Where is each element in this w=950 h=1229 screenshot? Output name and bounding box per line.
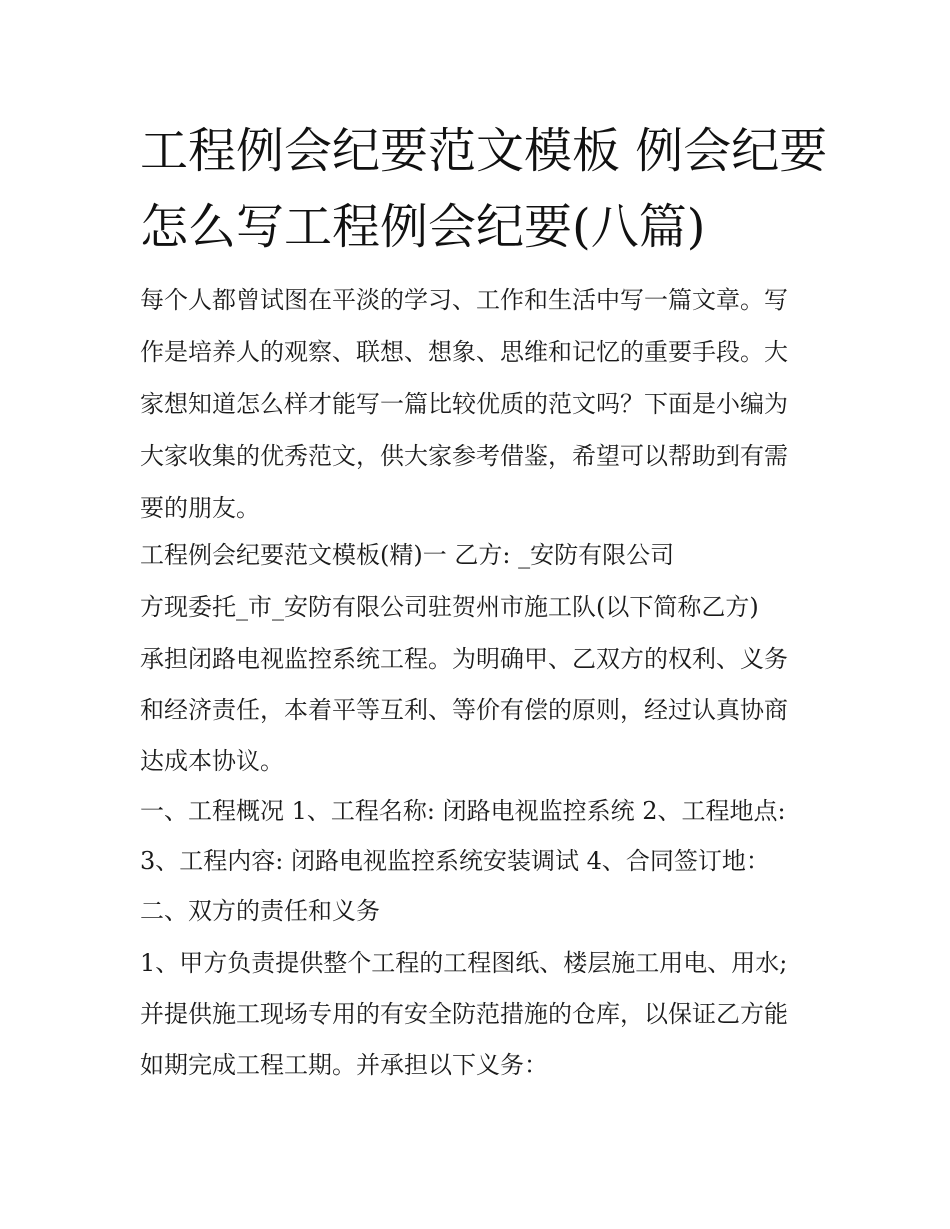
paragraph-line: 如期完成工程工期。并承担以下义务： <box>140 1051 548 1079</box>
paragraph-line: 达成本协议。 <box>140 747 284 775</box>
paragraph-line: 大家收集的优秀范文，供大家参考借鉴，希望可以帮助到有需 <box>140 442 788 470</box>
paragraph-line: 二、双方的责任和义务 <box>140 897 380 925</box>
paragraph-line: 1、甲方负责提供整个工程的工程图纸、楼层施工用电、用水; <box>140 949 788 977</box>
paragraph-line: 承担闭路电视监控系统工程。为明确甲、乙双方的权利、义务 <box>140 645 788 673</box>
paragraph-line: 每个人都曾试图在平淡的学习、工作和生活中写一篇文章。写 <box>140 286 788 314</box>
paragraph-line: 3、工程内容: 闭路电视监控系统安装调试 4、合同签订地： <box>140 847 770 875</box>
paragraph-line: 家想知道怎么样才能写一篇比较优质的范文吗？下面是小编为 <box>140 390 788 418</box>
paragraph-line: 一、工程概况 1、工程名称: 闭路电视监控系统 2、工程地点: <box>140 797 786 825</box>
document-title: 工程例会纪要范文模板 例会纪要怎么写工程例会纪要(八篇) <box>140 123 828 255</box>
paragraph-line: 要的朋友。 <box>140 494 260 522</box>
paragraph-line: 作是培养人的观察、联想、想象、思维和记忆的重要手段。大 <box>140 338 788 366</box>
paragraph-line: 并提供施工现场专用的有安全防范措施的仓库，以保证乙方能 <box>140 1000 788 1028</box>
paragraph-line: 和经济责任，本着平等互利、等价有偿的原则，经过认真协商 <box>140 696 788 724</box>
paragraph-line: 方现委托_市_安防有限公司驻贺州市施工队(以下简称乙方) <box>140 593 759 621</box>
paragraph-line: 工程例会纪要范文模板(精)一 乙方: _安防有限公司 <box>140 541 675 569</box>
